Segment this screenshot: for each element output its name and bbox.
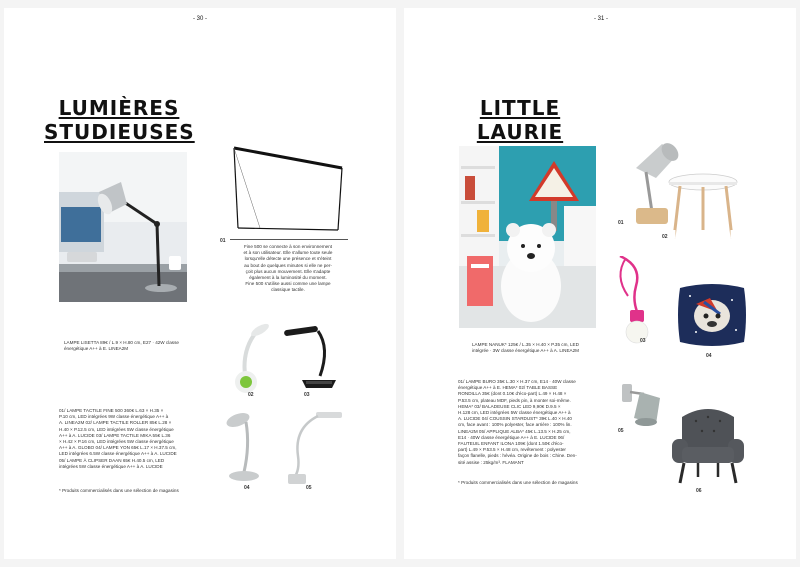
product-list: 01/ LAMPE TACTILE FINE 500 360€ L.63 × H.35 × P.10 cm, LED intégrées 9W classe énergétique A++ à A. LINEA2M 02/ LAMPE TACTILE ROLLER 85€ L.28 × H.40 × P.12.5 cm, LED intégrées 5W classe énergétique A++ à A. LUCIDE 03/ LAMPE TACTILE MIKA 55€ L.36 × H.42 × P.16 cm, LED intégrées 5W classe énergétique A++ à A. GLOBO 04/ LAMPE YON 65€ L.17 × H.37.5 cm, LED intégrées 6.5W classe énergétique A++ à A. LUCIDE 05/ LAMPE À CLIPSER DAAN 65€ H.40.5 cm, LED intégrées 5W classe énergétique A++ à A. LUCIDE	[59, 408, 177, 469]
title-line-2: LAURIE	[476, 120, 564, 144]
daan-clip-lamp-photo	[286, 408, 348, 488]
fine500-number: 01	[220, 238, 226, 244]
right-page	[404, 8, 796, 559]
desk-lamp-icon	[59, 152, 187, 302]
ilona-armchair-photo	[668, 403, 748, 488]
thumb-label: 06	[696, 488, 702, 494]
desk-lamp-icon	[216, 320, 276, 395]
lisetta-lamp-photo	[59, 152, 187, 302]
armchair-icon	[668, 403, 748, 488]
fine500-lamp-drawing	[230, 140, 350, 235]
rondilla-table-photo	[666, 172, 740, 242]
side-table-icon	[666, 172, 740, 242]
desk-lamp-icon	[284, 318, 346, 393]
roller-lamp-photo	[216, 320, 276, 395]
thumb-label: 04	[706, 353, 712, 359]
mika-lamp-photo	[284, 318, 346, 393]
page-title	[44, 96, 194, 144]
alba-sconce-photo	[620, 378, 666, 430]
left-page	[4, 8, 396, 559]
lisetta-caption: LAMPE LISETTA 89€ / L.9 × H.80 cm, E27 · 42W classe énergétique A++ à E. LINEA2M	[64, 340, 179, 351]
desk-lamp-icon	[230, 140, 350, 235]
thumb-label: 03	[304, 392, 310, 398]
footnote: * Produits commercialisés dans une sélection de magasins	[458, 480, 578, 485]
page-number: - 31 -	[593, 16, 608, 22]
thumb-label: 05	[306, 485, 312, 491]
desk-lamp-icon	[286, 408, 348, 488]
thumb-label: 05	[618, 428, 624, 434]
fine500-description: Fine 500 se connecte à son environnement et à son utilisateur. Elle s'allume toute seule lorsqu'elle détecte une présence et s'éteint au bout de quelques minutes si elle ne per- çoit plus aucun mouvement. Elle s'adapte également à la luminosité du moment. Fine 500 s'utilise aussi comme une lampe classique tactile.	[243, 244, 333, 293]
nanuk-lamp-photo	[459, 146, 596, 328]
wall-sconce-icon	[620, 378, 666, 430]
thumb-label: 04	[244, 485, 250, 491]
thumb-label: 02	[662, 234, 668, 240]
pendant-bulb-icon	[612, 256, 652, 346]
title-line-1: LUMIÈRES	[58, 96, 180, 120]
thumb-label: 01	[618, 220, 624, 226]
title-line-1: LITTLE	[479, 96, 561, 120]
thumb-label: 03	[640, 338, 646, 344]
desk-lamp-icon	[216, 406, 276, 486]
product-list: 01/ LAMPE BURO 35€ L.30 × H.37 cm, E14 · 40W classe énergétique A++ à E. HEMA* 02/ TABLE BASSE RONDILLA 35€ (dont 0.10€ d'éco-part) L.49 × H.48 × P.53.5 cm, plateau MDF, pieds pin, à monter soi-même. HEMA* 03/ BALADEUSE CLIC LED 9,90€ D.9.5 × H.128 cm, LED intégrées 5W classe énergétique A++ à A. LUCIDE 04/ COUSSIN STARDUST* 39€ L.40 × H.40 cm, face avant : 100% polyester, face arrière : 100% lin. LINEA2M 05/ APPLIQUE ALBA* 45€ L.13.5 × H.25 cm, E14 · 40W classe énergétique A++ à E. LUCIDE 06/ FAUTEUIL ENFANT ILONA 109€ (dont 1.50€ d'éco- part) L.49 × P.53.5 × H.48 cm, revêtement : polyester façon flanelle, pieds : hévéa. Origine de bois : Chine. Den- sité assise : 25kg/m³. FLAMANT	[458, 379, 577, 465]
nanuk-caption: LAMPE NANUK* 125€ / L.35 × H.40 × P.35 cm, LED intégrée · 3W classe énergétique A++ à A. LINEA2M	[472, 342, 579, 353]
divider	[230, 239, 348, 240]
yon-lamp-photo	[216, 406, 276, 486]
clic-led-pendant-photo	[612, 256, 652, 346]
page-number: - 30 -	[192, 16, 207, 22]
bulldog-cushion-icon	[674, 280, 750, 350]
thumb-label: 02	[248, 392, 254, 398]
bear-lamp-icon	[459, 146, 596, 328]
title-line-2: STUDIEUSES	[44, 120, 195, 144]
footnote: * Produits commercialisés dans une sélection de magasins	[59, 488, 179, 493]
stardust-cushion-photo	[674, 280, 750, 350]
page-title	[464, 96, 576, 144]
